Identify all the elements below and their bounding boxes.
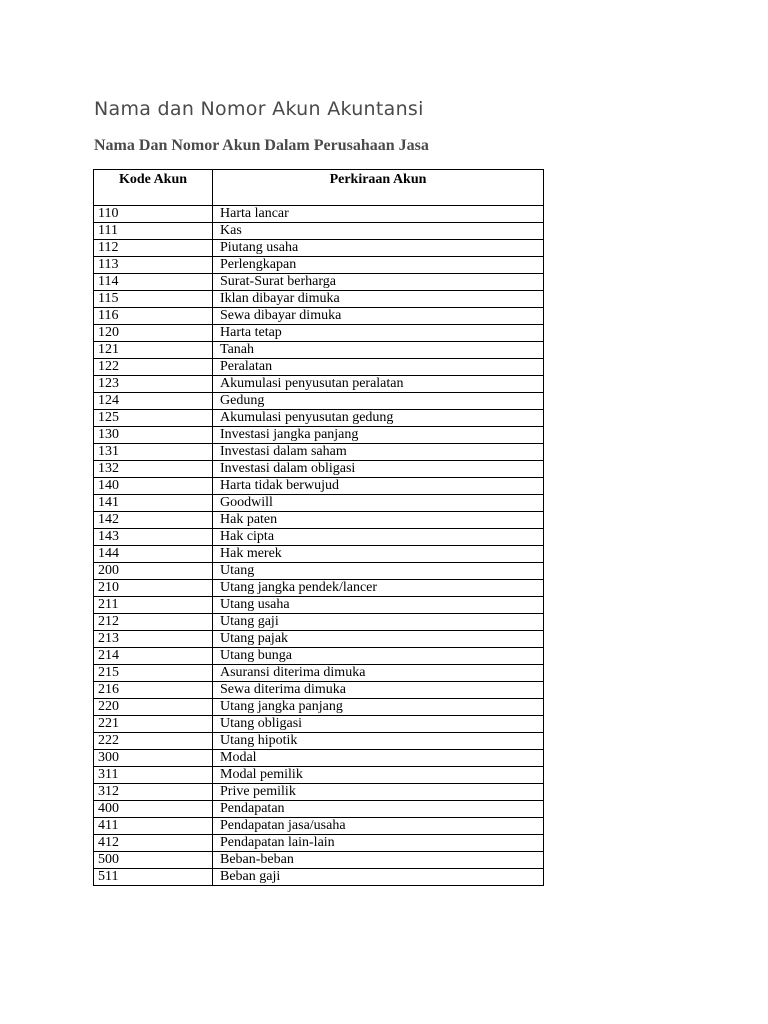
account-name: Modal pemilik [213, 767, 544, 784]
account-code: 216 [94, 682, 213, 699]
account-name: Investasi dalam saham [213, 444, 544, 461]
table-row [94, 410, 544, 427]
table-row [94, 716, 544, 733]
account-code: 110 [94, 206, 213, 223]
account-name: Harta lancar [213, 206, 544, 223]
account-name: Gedung [213, 393, 544, 410]
account-name: Hak merek [213, 546, 544, 563]
account-code: 132 [94, 461, 213, 478]
account-code: 311 [94, 767, 213, 784]
account-code: 300 [94, 750, 213, 767]
account-name: Utang gaji [213, 614, 544, 631]
page-title: Nama dan Nomor Akun Akuntansi [94, 98, 424, 120]
account-name: Utang jangka panjang [213, 699, 544, 716]
account-name: Modal [213, 750, 544, 767]
account-name: Harta tidak berwujud [213, 478, 544, 495]
account-name: Asuransi diterima dimuka [213, 665, 544, 682]
table-row [94, 546, 544, 563]
account-name: Utang [213, 563, 544, 580]
account-code: 212 [94, 614, 213, 631]
table-row [94, 274, 544, 291]
account-code: 112 [94, 240, 213, 257]
account-code: 411 [94, 818, 213, 835]
account-name: Iklan dibayar dimuka [213, 291, 544, 308]
account-name: Akumulasi penyusutan peralatan [213, 376, 544, 393]
account-code: 116 [94, 308, 213, 325]
account-name: Tanah [213, 342, 544, 359]
table-row [94, 631, 544, 648]
table-row [94, 325, 544, 342]
account-name: Beban gaji [213, 869, 544, 886]
account-name: Investasi jangka panjang [213, 427, 544, 444]
table-row [94, 512, 544, 529]
account-code: 140 [94, 478, 213, 495]
account-code: 210 [94, 580, 213, 597]
account-name: Hak paten [213, 512, 544, 529]
account-name: Perlengkapan [213, 257, 544, 274]
account-code: 115 [94, 291, 213, 308]
account-name: Peralatan [213, 359, 544, 376]
table-row [94, 835, 544, 852]
account-name: Utang pajak [213, 631, 544, 648]
account-code: 121 [94, 342, 213, 359]
account-code: 412 [94, 835, 213, 852]
account-name: Sewa diterima dimuka [213, 682, 544, 699]
table-row [94, 767, 544, 784]
table-row [94, 495, 544, 512]
table-row [94, 869, 544, 886]
account-code: 213 [94, 631, 213, 648]
table-row [94, 784, 544, 801]
account-code: 113 [94, 257, 213, 274]
table-row [94, 852, 544, 869]
account-code: 122 [94, 359, 213, 376]
account-name: Beban-beban [213, 852, 544, 869]
table-row [94, 393, 544, 410]
account-code: 211 [94, 597, 213, 614]
table-row [94, 461, 544, 478]
table-row [94, 240, 544, 257]
table-row [94, 750, 544, 767]
table-row [94, 563, 544, 580]
header-kode-akun: Kode Akun [94, 170, 213, 206]
account-name: Surat-Surat berharga [213, 274, 544, 291]
table-row [94, 614, 544, 631]
table-row [94, 308, 544, 325]
table-row [94, 206, 544, 223]
table-row [94, 580, 544, 597]
account-code: 123 [94, 376, 213, 393]
table-row [94, 597, 544, 614]
account-code: 312 [94, 784, 213, 801]
account-name: Piutang usaha [213, 240, 544, 257]
account-code: 142 [94, 512, 213, 529]
account-code: 125 [94, 410, 213, 427]
account-code: 400 [94, 801, 213, 818]
table-row [94, 427, 544, 444]
account-code: 221 [94, 716, 213, 733]
account-code: 222 [94, 733, 213, 750]
table-row [94, 478, 544, 495]
account-code: 215 [94, 665, 213, 682]
table-row [94, 376, 544, 393]
account-name: Hak cipta [213, 529, 544, 546]
account-name: Pendapatan [213, 801, 544, 818]
account-table-body [94, 206, 544, 886]
table-row [94, 342, 544, 359]
account-code: 114 [94, 274, 213, 291]
account-code: 131 [94, 444, 213, 461]
table-row [94, 801, 544, 818]
table-row [94, 665, 544, 682]
account-code: 220 [94, 699, 213, 716]
table-row [94, 529, 544, 546]
table-row [94, 359, 544, 376]
account-name: Utang jangka pendek/lancer [213, 580, 544, 597]
header-row [94, 170, 544, 206]
account-code: 141 [94, 495, 213, 512]
account-code: 500 [94, 852, 213, 869]
account-code: 130 [94, 427, 213, 444]
account-name: Utang obligasi [213, 716, 544, 733]
account-name: Sewa dibayar dimuka [213, 308, 544, 325]
table-row [94, 648, 544, 665]
account-name: Akumulasi penyusutan gedung [213, 410, 544, 427]
account-table-header [94, 170, 544, 206]
account-name: Pendapatan jasa/usaha [213, 818, 544, 835]
account-code: 111 [94, 223, 213, 240]
table-row [94, 699, 544, 716]
table-row [94, 818, 544, 835]
account-name: Investasi dalam obligasi [213, 461, 544, 478]
table-row [94, 682, 544, 699]
account-table [93, 169, 544, 886]
table-row [94, 291, 544, 308]
account-code: 143 [94, 529, 213, 546]
account-code: 511 [94, 869, 213, 886]
account-name: Utang usaha [213, 597, 544, 614]
account-name: Pendapatan lain-lain [213, 835, 544, 852]
table-row [94, 257, 544, 274]
account-code: 214 [94, 648, 213, 665]
account-code: 120 [94, 325, 213, 342]
section-title: Nama Dan Nomor Akun Dalam Perusahaan Jasa [94, 137, 429, 154]
table-row [94, 733, 544, 750]
account-code: 200 [94, 563, 213, 580]
account-name: Harta tetap [213, 325, 544, 342]
header-perkiraan-akun: Perkiraan Akun [213, 170, 544, 206]
account-name: Prive pemilik [213, 784, 544, 801]
account-name: Kas [213, 223, 544, 240]
account-name: Utang hipotik [213, 733, 544, 750]
account-code: 124 [94, 393, 213, 410]
table-row [94, 223, 544, 240]
account-code: 144 [94, 546, 213, 563]
account-name: Utang bunga [213, 648, 544, 665]
account-name: Goodwill [213, 495, 544, 512]
table-row [94, 444, 544, 461]
